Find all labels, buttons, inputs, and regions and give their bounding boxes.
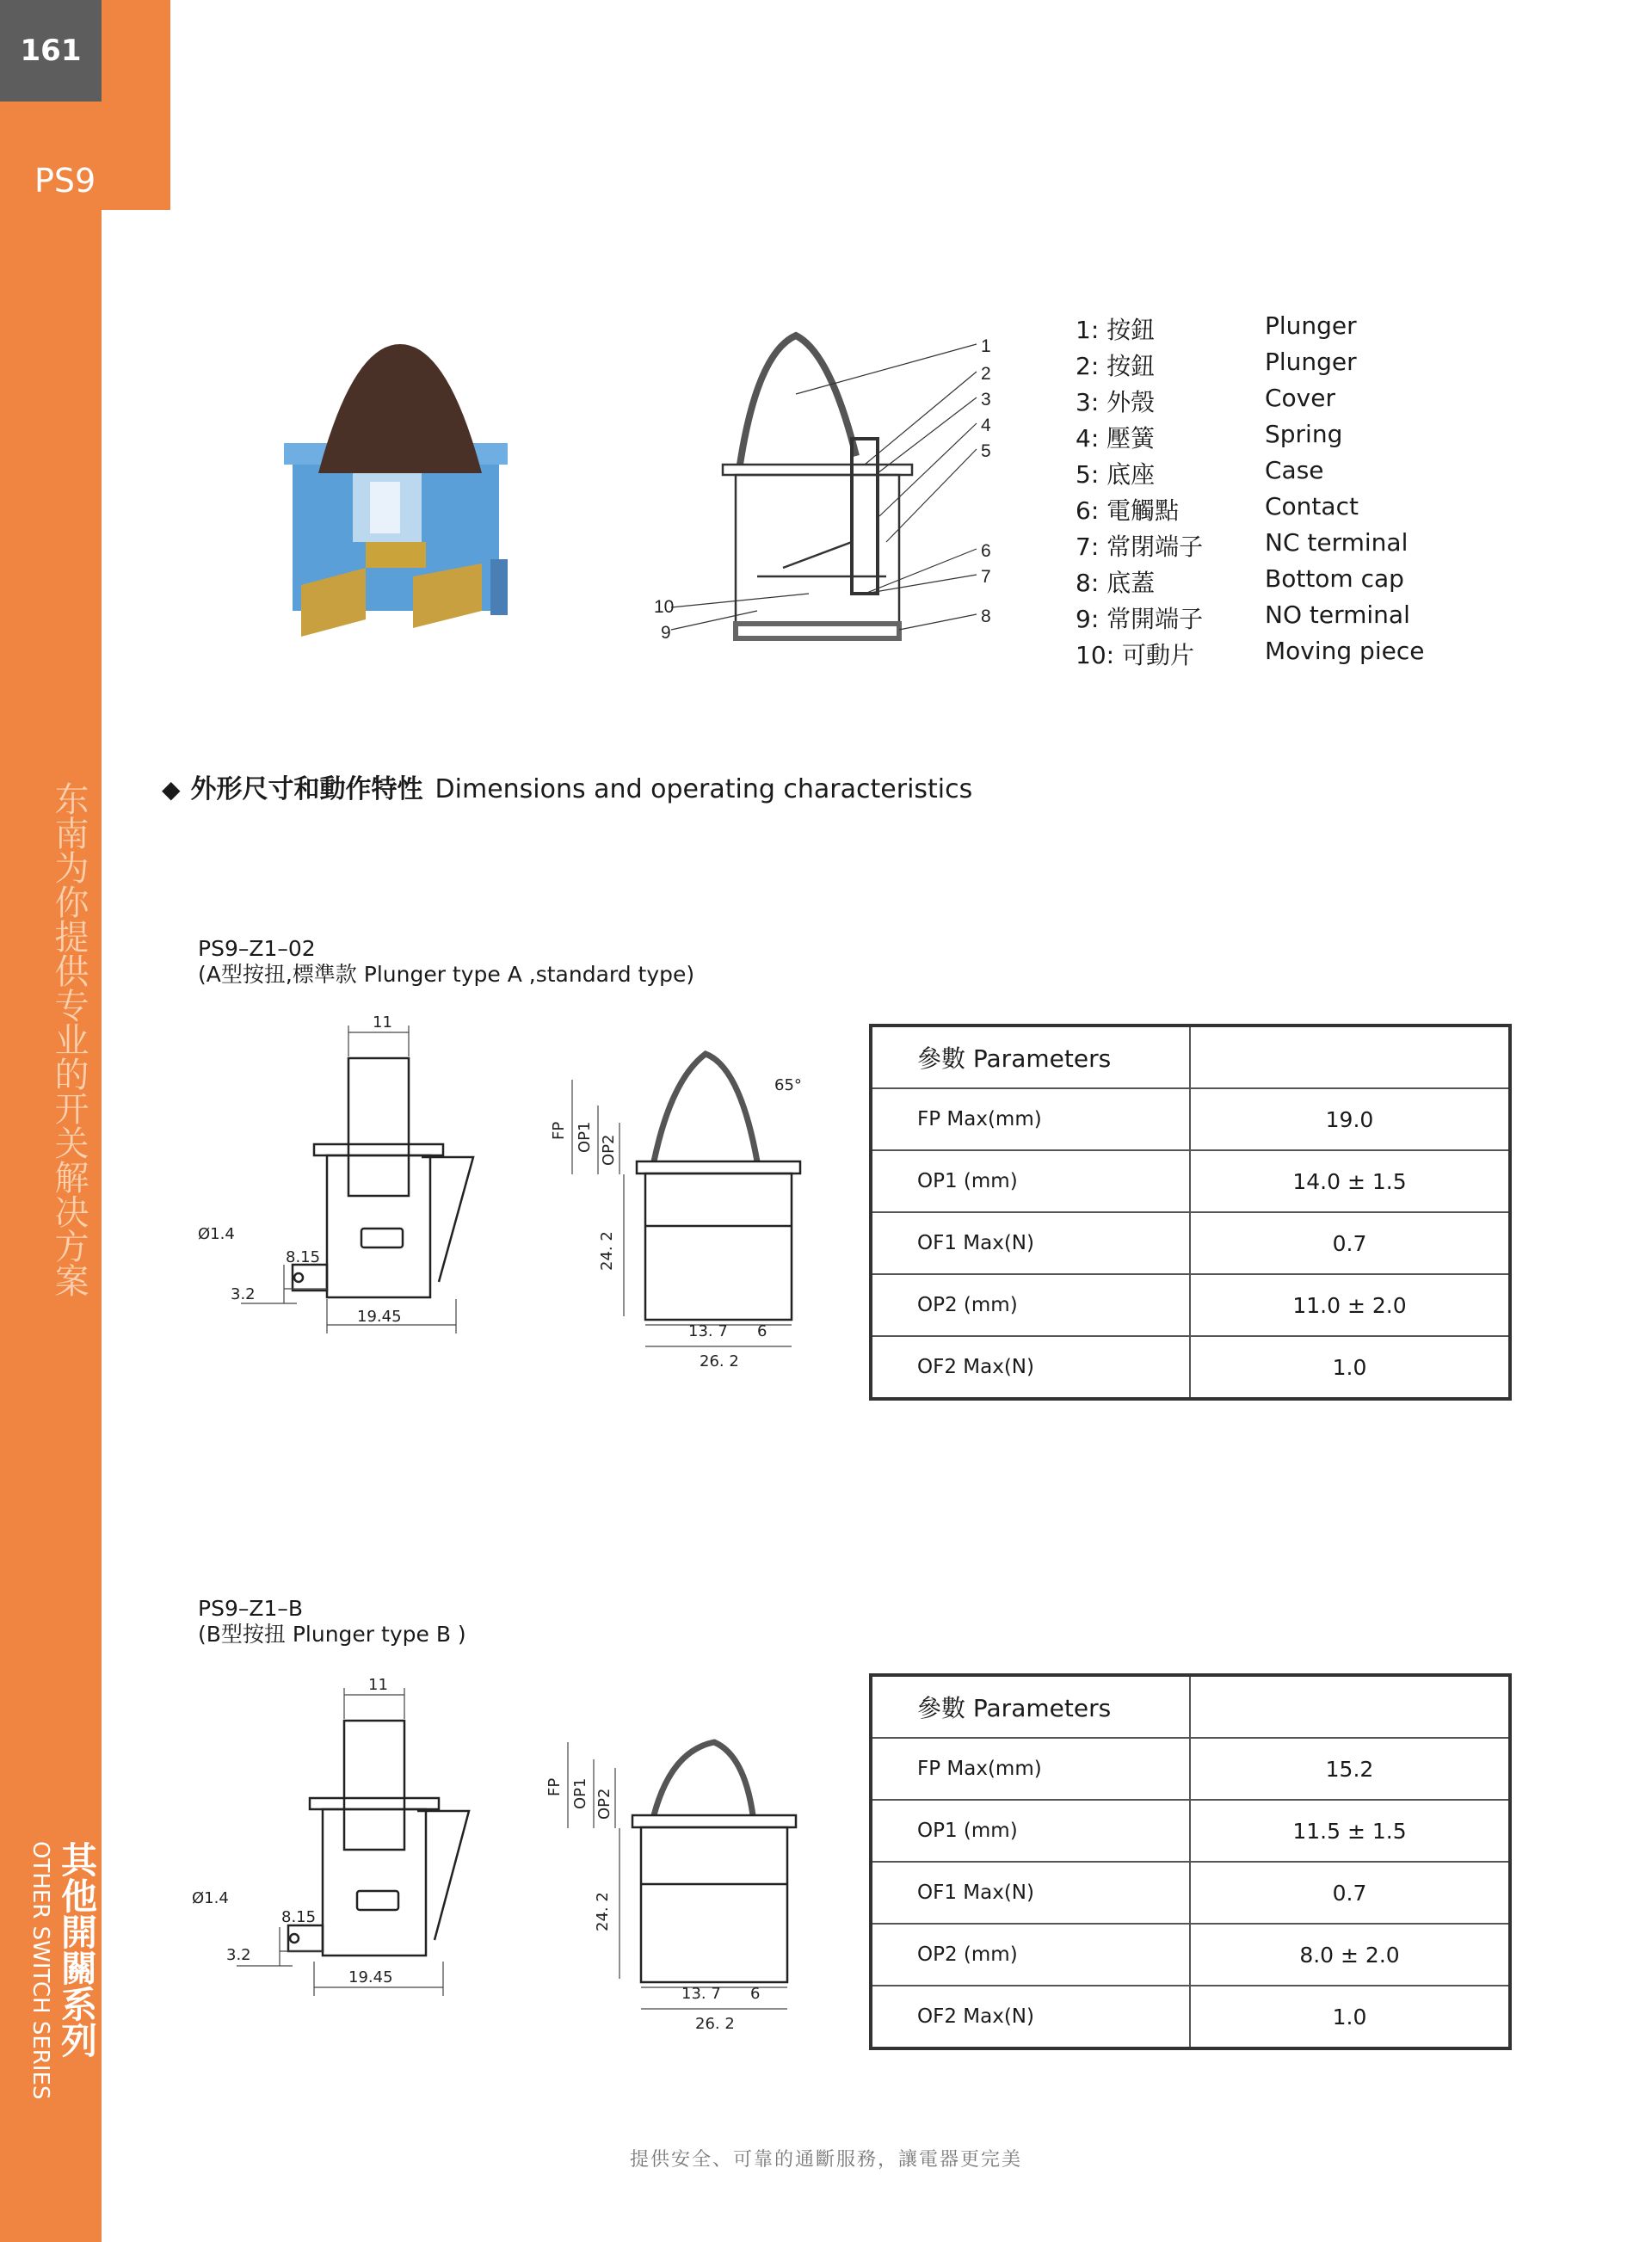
case-outline bbox=[736, 475, 899, 638]
side-slogan: 东南为你提供专业的开关解决方案 bbox=[49, 781, 89, 1297]
param-label: OF2 Max(N) bbox=[871, 1336, 1190, 1399]
param-label: OF1 Max(N) bbox=[871, 1212, 1190, 1274]
legend-row: 6: 電觸點 Contact bbox=[1076, 492, 1359, 525]
switch-3d-illustration bbox=[284, 336, 516, 654]
callout-9: 9 bbox=[661, 623, 671, 643]
callout-2: 2 bbox=[981, 364, 991, 384]
product-a-model: PS9–Z1–02 bbox=[198, 936, 316, 961]
dim-6: 6 bbox=[750, 1985, 761, 2003]
legend-row: 2: 按鈕 Plunger bbox=[1076, 348, 1357, 380]
product-b-side-view bbox=[533, 1691, 826, 2052]
dim-137: 13. 7 bbox=[681, 1985, 721, 2003]
param-value: 0.7 bbox=[1190, 1862, 1510, 1924]
dim-242: 24. 2 bbox=[598, 1231, 616, 1271]
table-header-row bbox=[871, 1026, 1510, 1088]
callout-10: 10 bbox=[654, 597, 675, 617]
callout-5: 5 bbox=[981, 441, 991, 461]
dim-op2: OP2 bbox=[600, 1134, 618, 1166]
table-row bbox=[871, 1274, 1510, 1336]
callout-8: 8 bbox=[981, 607, 991, 626]
dim-diameter: Ø1.4 bbox=[192, 1889, 229, 1907]
spring-column bbox=[852, 439, 878, 594]
plunger-cap bbox=[318, 344, 482, 473]
dim-6: 6 bbox=[757, 1322, 767, 1340]
dim-262: 26. 2 bbox=[700, 1352, 739, 1370]
cross-section-diagram bbox=[654, 318, 1007, 662]
param-label: OP1 (mm) bbox=[871, 1150, 1190, 1212]
param-label: FP Max(mm) bbox=[871, 1738, 1190, 1800]
bottom-cap-outline bbox=[736, 624, 899, 638]
legend-row: 3: 外殼 Cover bbox=[1076, 384, 1335, 416]
product-b-model: PS9–Z1–B bbox=[198, 1596, 304, 1621]
table-row bbox=[871, 1088, 1510, 1150]
diamond-bullet-icon: ◆ bbox=[162, 775, 181, 804]
contact-area bbox=[366, 542, 426, 568]
dim-1945: 19.45 bbox=[348, 1968, 393, 1986]
model-code: PS9 bbox=[34, 162, 96, 200]
table-row bbox=[871, 1212, 1510, 1274]
param-label: OF1 Max(N) bbox=[871, 1862, 1190, 1924]
dim-262: 26. 2 bbox=[695, 2015, 735, 2033]
section-heading: ◆ 外形尺寸和動作特性 Dimensions and operating characteristics bbox=[162, 774, 973, 804]
dim-op1: OP1 bbox=[571, 1777, 589, 1809]
callout-4: 4 bbox=[981, 416, 991, 435]
dim-32: 3.2 bbox=[231, 1285, 256, 1303]
legend-row: 1: 按鈕 Plunger bbox=[1076, 311, 1357, 344]
product-b-parameter-table bbox=[869, 1673, 1512, 2050]
page-number: 161 bbox=[0, 0, 102, 102]
table-row bbox=[871, 1738, 1510, 1800]
table-row bbox=[871, 1862, 1510, 1924]
table-row bbox=[871, 1924, 1510, 1986]
legend-row: 9: 常開端子 NO terminal bbox=[1076, 601, 1410, 633]
legend-row: 8: 底蓋 Bottom cap bbox=[1076, 564, 1404, 597]
dim-width-top: 11 bbox=[373, 1013, 392, 1032]
dim-815: 8.15 bbox=[286, 1248, 321, 1266]
plunger-outline bbox=[740, 336, 856, 465]
model-tab bbox=[102, 0, 170, 210]
dim-width-top: 11 bbox=[368, 1676, 388, 1694]
product-b-title bbox=[198, 1596, 466, 1648]
param-value: 14.0 ± 1.5 bbox=[1190, 1150, 1510, 1212]
param-value: 19.0 bbox=[1190, 1088, 1510, 1150]
param-value: 11.0 ± 2.0 bbox=[1190, 1274, 1510, 1336]
product-a-side-view bbox=[538, 1028, 830, 1389]
dim-op2: OP2 bbox=[595, 1788, 613, 1820]
dim-fp: FP bbox=[546, 1777, 564, 1796]
product-a-title bbox=[198, 936, 694, 988]
spring-housing bbox=[370, 482, 400, 533]
dim-242: 24. 2 bbox=[594, 1892, 612, 1931]
param-label: OP2 (mm) bbox=[871, 1924, 1190, 1986]
product-a-parameter-table bbox=[869, 1024, 1512, 1401]
table-row bbox=[871, 1800, 1510, 1862]
param-label: OF2 Max(N) bbox=[871, 1986, 1190, 2048]
dim-fp: FP bbox=[550, 1121, 568, 1140]
dim-32: 3.2 bbox=[226, 1946, 251, 1964]
table-row bbox=[871, 1150, 1510, 1212]
product-a-subtitle: (A型按扭,標準款 Plunger type A ,standard type) bbox=[198, 962, 695, 987]
table-row bbox=[871, 1986, 1510, 2048]
dim-137: 13. 7 bbox=[688, 1322, 728, 1340]
legend-row: 5: 底座 Case bbox=[1076, 456, 1324, 489]
table-row bbox=[871, 1336, 1510, 1399]
moving-piece-line bbox=[783, 542, 852, 568]
param-value: 8.0 ± 2.0 bbox=[1190, 1924, 1510, 1986]
dim-angle: 65° bbox=[774, 1076, 802, 1094]
callout-3: 3 bbox=[981, 390, 991, 410]
param-value: 1.0 bbox=[1190, 1336, 1510, 1399]
table-header-row bbox=[871, 1675, 1510, 1738]
legend-row: 7: 常閉端子 NC terminal bbox=[1076, 528, 1409, 561]
table-header: 參數 Parameters bbox=[871, 1675, 1190, 1738]
dim-815: 8.15 bbox=[281, 1908, 317, 1926]
series-title-cn: 其他開關系列 bbox=[56, 1841, 98, 2058]
legend-row: 4: 壓簧 Spring bbox=[1076, 420, 1343, 453]
product-a-front-view bbox=[189, 1007, 482, 1368]
param-value: 1.0 bbox=[1190, 1986, 1510, 2048]
callout-6: 6 bbox=[981, 541, 991, 561]
callout-7: 7 bbox=[981, 567, 991, 587]
dim-diameter: Ø1.4 bbox=[198, 1225, 235, 1243]
param-label: FP Max(mm) bbox=[871, 1088, 1190, 1150]
param-value: 0.7 bbox=[1190, 1212, 1510, 1274]
footer-tagline: 提供安全、可靠的通斷服務，讓電器更完美 bbox=[629, 2149, 1022, 2171]
param-label: OP1 (mm) bbox=[871, 1800, 1190, 1862]
dim-op1: OP1 bbox=[576, 1121, 594, 1153]
legend-row: 10: 可動片 Moving piece bbox=[1076, 637, 1425, 669]
table-header: 參數 Parameters bbox=[871, 1026, 1190, 1088]
side-clip bbox=[490, 559, 508, 615]
param-value: 11.5 ± 1.5 bbox=[1190, 1800, 1510, 1862]
param-label: OP2 (mm) bbox=[871, 1274, 1190, 1336]
param-value: 15.2 bbox=[1190, 1738, 1510, 1800]
callout-1: 1 bbox=[981, 336, 991, 356]
series-title-en: OTHER SWITCH SERIES bbox=[28, 1841, 53, 2100]
flange-outline bbox=[723, 465, 912, 475]
product-b-front-view bbox=[185, 1669, 478, 2030]
dim-1945: 19.45 bbox=[357, 1308, 402, 1326]
product-b-subtitle: (B型按扭 Plunger type B ) bbox=[198, 1622, 466, 1647]
